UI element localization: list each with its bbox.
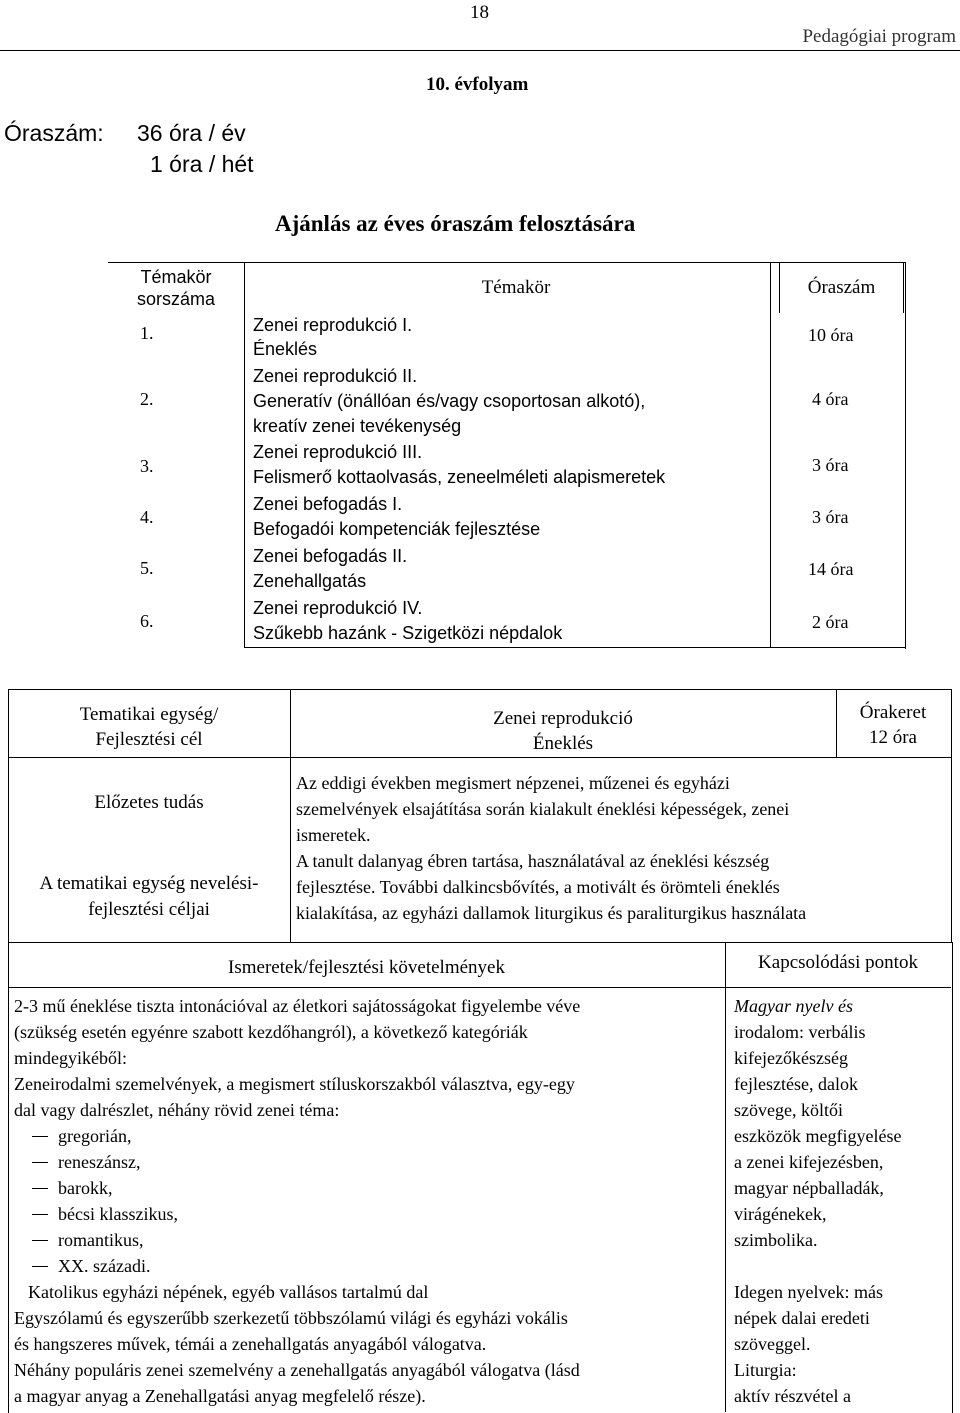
topic-name bbox=[253, 364, 645, 439]
topic-line: Zenei reprodukció III. bbox=[253, 442, 423, 462]
allocation-table bbox=[108, 262, 904, 313]
conn-line: a zenei kifejezésben, bbox=[734, 1152, 884, 1172]
req-line: 2-3 mű éneklése tiszta intonációval az életkori sajátosságokat figyelembe véve bbox=[14, 996, 581, 1016]
unit-name-rule bbox=[290, 757, 951, 758]
header-topic: Témakör bbox=[245, 263, 780, 313]
topic-line: Zenei befogadás I. bbox=[253, 494, 403, 514]
req-line: a magyar anyag a Zenehallgatási anyag megfelelő része). bbox=[14, 1386, 426, 1406]
connections-header: Kapcsolódási pontok bbox=[758, 952, 918, 973]
list-item: barokk, bbox=[14, 1175, 722, 1201]
topic-number: 4. bbox=[140, 507, 154, 527]
header-hours: Óraszám bbox=[780, 263, 904, 313]
topic-name bbox=[253, 440, 665, 490]
header-topic-number-label: Témakör sorszáma bbox=[136, 266, 216, 309]
unit-label-line: Fejlesztési cél bbox=[95, 729, 203, 750]
unit-label-line: Tematikai egység/ bbox=[79, 704, 219, 725]
hours-per-week: 1 óra / hét bbox=[150, 151, 254, 177]
program-name: Pedagógiai program bbox=[802, 26, 956, 47]
prior-line: ismeretek. bbox=[296, 825, 371, 845]
req-line: Katolikus egyházi népének, egyéb vallásos tartalmú dal bbox=[28, 1282, 429, 1302]
topic-number: 3. bbox=[140, 456, 154, 476]
list-item: bécsi klasszikus, bbox=[14, 1201, 722, 1227]
topic-name bbox=[253, 544, 407, 594]
topic-line: Felismerő kottaolvasás, zeneelméleti alapismeretek bbox=[253, 467, 666, 487]
topic-line: Generatív (önállóan és/vagy csoportosan alkotó), bbox=[253, 391, 646, 411]
topic-line: Zenehallgatás bbox=[253, 571, 367, 591]
unit-name-line: Zenei reprodukció bbox=[493, 708, 633, 729]
conn-line: Idegen nyelvek: más bbox=[734, 1282, 883, 1302]
conn-line: kifejezőkészség bbox=[734, 1048, 848, 1068]
conn-line: Liturgia: bbox=[734, 1360, 797, 1380]
req-line: (szükség esetén egyénre szabott kezdőhangról), a következő kategóriák bbox=[14, 1022, 528, 1042]
style-list bbox=[14, 1123, 722, 1279]
conn-line: fejlesztése, dalok bbox=[734, 1074, 858, 1094]
topic-line: Befogadói kompetenciák fejlesztése bbox=[253, 519, 541, 539]
goals-line: kialakítása, az egyházi dallamok liturgikus és paraliturgikus használata bbox=[296, 903, 807, 923]
req-line: Néhány populáris zenei szemelvény a zenehallgatás anyagából válogatva (lásd bbox=[14, 1360, 580, 1380]
frame-label: Órakeret bbox=[859, 702, 927, 723]
page-number: 18 bbox=[470, 2, 489, 23]
conn-line: eszközök megfigyelése bbox=[734, 1126, 902, 1146]
unit-name bbox=[290, 706, 836, 756]
topic-hours: 3 óra bbox=[812, 455, 849, 475]
conn-line: irodalom: verbális bbox=[734, 1022, 866, 1042]
req-line: dal vagy dalrészlet, néhány rövid zenei téma: bbox=[14, 1100, 340, 1120]
requirements-text bbox=[14, 993, 722, 1409]
requirements-header-rule bbox=[8, 987, 951, 988]
topic-line: Zenei reprodukció I. bbox=[253, 315, 413, 335]
topic-hours: 4 óra bbox=[812, 389, 849, 409]
requirements-header: Ismeretek/fejlesztési követelmények bbox=[228, 957, 505, 978]
connections-text bbox=[734, 993, 948, 1409]
goals-label-line: fejlesztési céljai bbox=[88, 899, 210, 920]
topic-number: 1. bbox=[140, 323, 154, 343]
req-line: és hangszeres művek, témái a zenehallgatás anyagából válogatva. bbox=[14, 1334, 487, 1354]
prior-knowledge-label: Előzetes tudás bbox=[94, 792, 204, 813]
list-item: reneszánsz, bbox=[14, 1149, 722, 1175]
topic-line: kreatív zenei tevékenység bbox=[253, 416, 462, 436]
header-topic-number bbox=[108, 263, 245, 313]
grade-heading: 10. évfolyam bbox=[426, 74, 529, 95]
goals-label bbox=[8, 871, 290, 923]
goals-line: fejlesztése. További dalkincsbővítés, a motivált és örömteli éneklés bbox=[296, 877, 780, 897]
conn-line: szöveggel. bbox=[734, 1334, 811, 1354]
req-line: Zeneirodalmi szemelvények, a megismert stíluskorszakból választva, egy-egy bbox=[14, 1074, 575, 1094]
hours-per-year: 36 óra / év bbox=[137, 120, 246, 146]
header-rule bbox=[0, 50, 960, 51]
topic-hours: 10 óra bbox=[808, 325, 854, 345]
req-line: mindegyikéből: bbox=[14, 1048, 127, 1068]
topic-line: Zenei befogadás II. bbox=[253, 546, 408, 566]
topic-number: 2. bbox=[140, 389, 154, 409]
requirements-divider bbox=[725, 942, 726, 1412]
allocation-title: Ajánlás az éves óraszám felosztására bbox=[275, 211, 636, 236]
prior-line: szemelvények elsajátítása során kialakult éneklési képességek, zenei bbox=[296, 799, 790, 819]
topic-number: 5. bbox=[140, 558, 154, 578]
topic-number: 6. bbox=[140, 611, 154, 631]
conn-line: virágénekek, bbox=[734, 1204, 827, 1224]
conn-line: szövege, költői bbox=[734, 1100, 843, 1120]
unit-hours-frame bbox=[836, 700, 950, 750]
conn-line: szimbolika. bbox=[734, 1230, 818, 1250]
topic-name bbox=[253, 596, 562, 646]
allocation-bottom bbox=[244, 647, 905, 648]
unit-name-line: Éneklés bbox=[532, 733, 594, 754]
topic-line: Zenei reprodukció II. bbox=[253, 366, 418, 386]
topic-name bbox=[253, 313, 412, 361]
unit-label bbox=[8, 702, 290, 752]
unit-label-rule bbox=[8, 757, 290, 758]
topic-line: Szűkebb hazánk - Szigetközi népdalok bbox=[253, 623, 563, 643]
topic-line: Éneklés bbox=[253, 339, 318, 359]
hours-label: Óraszám: bbox=[4, 120, 104, 146]
topic-hours: 14 óra bbox=[808, 559, 854, 579]
goals-label-line: A tematikai egység nevelési- bbox=[39, 873, 259, 894]
conn-line: aktív részvétel a bbox=[734, 1386, 851, 1406]
goals-text bbox=[296, 848, 946, 926]
topic-line: Zenei reprodukció IV. bbox=[253, 598, 423, 618]
goals-line: A tanult dalanyag ébren tartása, használatával az éneklési készség bbox=[296, 851, 770, 871]
list-item: XX. századi. bbox=[14, 1253, 722, 1279]
frame-value: 12 óra bbox=[868, 727, 917, 748]
topic-hours: 3 óra bbox=[812, 507, 849, 527]
prior-knowledge-text bbox=[296, 770, 946, 848]
list-item: romantikus, bbox=[14, 1227, 722, 1253]
conn-line: magyar népballadák, bbox=[734, 1178, 884, 1198]
allocation-header-row bbox=[108, 263, 904, 313]
topic-hours: 2 óra bbox=[812, 612, 849, 632]
conn-line: Magyar nyelv és bbox=[734, 996, 853, 1016]
allocation-divider-right bbox=[770, 262, 771, 648]
req-line: Egyszólamú és egyszerűbb szerkezetű többszólamú világi és egyházi vokális bbox=[14, 1308, 568, 1328]
list-item: gregorián, bbox=[14, 1123, 722, 1149]
conn-line: népek dalai eredeti bbox=[734, 1308, 870, 1328]
allocation-divider-left bbox=[244, 262, 245, 648]
prior-line: Az eddigi években megismert népzenei, műzenei és egyházi bbox=[296, 773, 730, 793]
topic-name bbox=[253, 492, 540, 542]
